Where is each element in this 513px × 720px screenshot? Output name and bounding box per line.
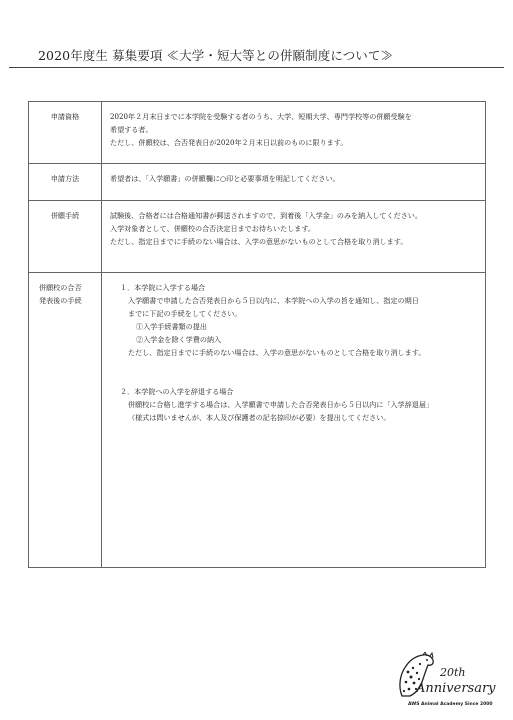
text-line: 希望者は、「入学願書」の併願欄に○印と必要事項を明記してください。 (110, 174, 340, 183)
list-item: ②入学金を除く学費の納入 (136, 335, 222, 344)
anniversary-logo (396, 652, 496, 714)
list-item: ①入学手続書類の提出 (136, 322, 207, 331)
text-line: 併願校に合格し進学する場合は、入学願書で申請した合否発表日から５日以内に「入学辞退届」 (128, 400, 434, 409)
row-label-eligibility: 申請資格 (29, 102, 102, 164)
logo-number: 20th (440, 666, 466, 679)
text-line: （様式は問いませんが、本人及び保護者の記名捺印が必要）を提出してください。 (128, 413, 391, 422)
text-line: ただし、併願校は、合否発表日が2020年２月末日以前のものに限ります。 (110, 138, 348, 147)
row-content-procedure (102, 201, 486, 273)
text-line: までに下記の手続をしてください。 (128, 309, 242, 318)
text-line: 入学対象者として、併願校の合否決定日までお待ちいたします。 (110, 224, 316, 233)
row-label-procedure: 併願手続 (29, 201, 102, 273)
logo-tagline: AWS Animal Academy Since 2000 (408, 702, 493, 707)
section-heading-decline: ２．本学院への入学を辞退する場合 (120, 387, 234, 396)
row-label-method: 申請方法 (29, 164, 102, 201)
table-row (29, 273, 486, 568)
application-table (28, 101, 486, 568)
title-underline (9, 67, 504, 68)
table-row (29, 102, 486, 164)
table-row (29, 201, 486, 273)
page-title: 2020年度生 募集要項 ≪大学・短大等との併願制度について≫ (38, 48, 394, 63)
row-content-after-results (102, 273, 486, 568)
logo-word: Anniversary (416, 681, 496, 696)
text-line: ただし、指定日までに手続のない場合は、入学の意思がないものとして合格を取り消します。 (110, 237, 408, 246)
text-line: 試験後、合格者には合格通知書が郵送されますので、到着後「入学金」のみを納入してください。 (110, 211, 422, 220)
text-line: 希望する者。 (110, 125, 153, 134)
text-line: 入学願書で申請した合否発表日から５日以内に、本学院への入学の旨を通知し、指定の期日 (128, 296, 419, 305)
row-content-method (102, 164, 486, 201)
section-heading-enroll: １．本学院に入学する場合 (120, 283, 206, 292)
text-line: ただし、指定日までに手続のない場合は、入学の意思がないものとして合格を取り消します。 (128, 348, 426, 357)
row-label-after-results: 併願校の合否 発表後の手続 (29, 273, 102, 568)
table-row (29, 164, 486, 201)
row-content-eligibility (102, 102, 486, 164)
text-line: 2020年２月末日までに本学院を受験する者のうち、大学、短期大学、専門学校等の併願受験を (110, 112, 412, 121)
